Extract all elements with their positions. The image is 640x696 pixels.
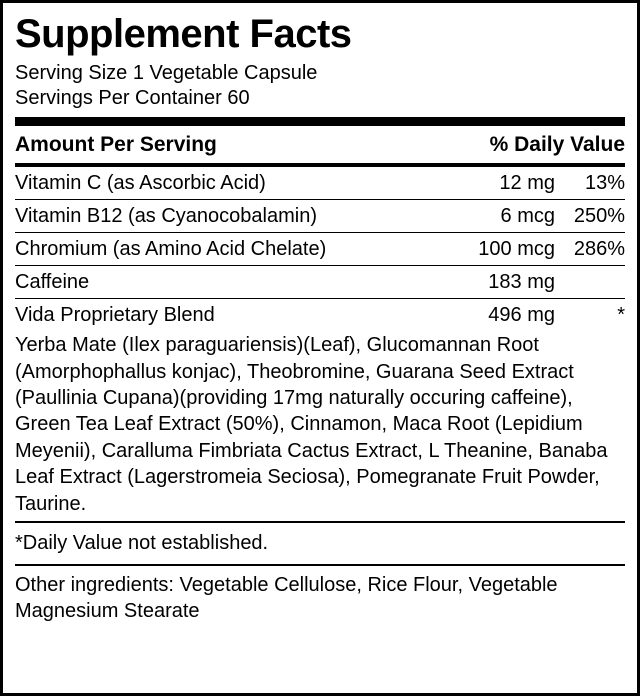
- divider-heavy: [15, 117, 625, 126]
- amount-per-serving-header: Amount Per Serving: [15, 133, 217, 156]
- nutrient-amount: 496 mg: [488, 304, 555, 327]
- nutrient-daily-value: 13%: [584, 172, 625, 195]
- nutrient-daily-value: 286%: [573, 238, 625, 261]
- nutrient-name: Vitamin B12 (as Cyanocobalamin): [15, 205, 318, 228]
- nutrient-name: Caffeine: [15, 271, 90, 294]
- nutrient-amount: 12 mg: [499, 172, 555, 195]
- table-row: [15, 167, 625, 199]
- nutrient-daily-value: 250%: [573, 205, 625, 228]
- daily-value-header: % Daily Value: [489, 133, 625, 156]
- nutrient-daily-value: *: [617, 304, 625, 327]
- nutrient-name: Vida Proprietary Blend: [15, 304, 215, 327]
- serving-size-text: Serving Size 1 Vegetable Capsule: [15, 62, 318, 84]
- blend-ingredients-text: Yerba Mate (Ilex paraguariensis)(Leaf), Glucomannan Root (Amorphophallus konjac), Theobromine, Guarana Seed Extract (Paullinia Cupana)(providing 17mg naturally occuring caffeine), Green Tea Leaf Extract (50%), Cinnamon, Maca Root (Lepidium Meyenii), Caralluma Fimbriata Cactus Extract, L Theanine, Banaba Leaf Extract (Lagerstromeia Seciosa), Pomegranate Fruit Powder, Taurine.: [15, 334, 608, 515]
- nutrient-amount: 183 mg: [488, 271, 555, 294]
- table-row: [15, 299, 625, 331]
- page-title: Supplement Facts: [15, 12, 352, 56]
- nutrient-amount: 100 mcg: [478, 238, 555, 261]
- nutrient-amount: 6 mcg: [500, 205, 555, 228]
- nutrient-name: Vitamin C (as Ascorbic Acid): [15, 172, 266, 195]
- servings-per-container-text: Servings Per Container 60: [15, 87, 250, 109]
- nutrient-name: Chromium (as Amino Acid Chelate): [15, 238, 327, 261]
- daily-value-footnote: *Daily Value not established.: [15, 532, 269, 555]
- table-header-row: [15, 126, 625, 163]
- other-ingredients-text: Other ingredients: Vegetable Cellulose, Rice Flour, Vegetable Magnesium Stearate: [15, 574, 558, 623]
- table-row: [15, 266, 625, 298]
- table-row: [15, 200, 625, 232]
- table-row: [15, 233, 625, 265]
